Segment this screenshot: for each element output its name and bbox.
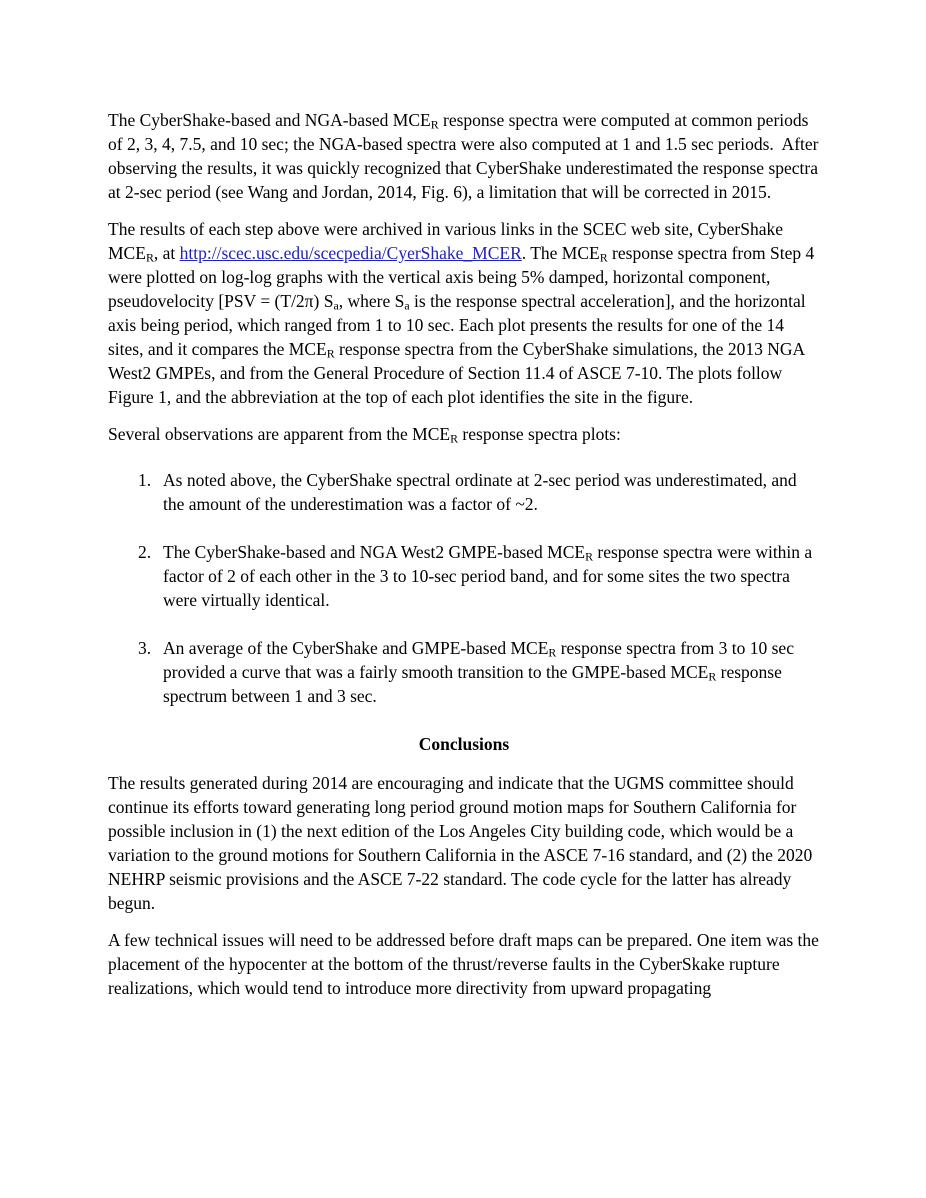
- document-content: [108, 108, 820, 1013]
- list-item-text: As noted above, the CyberShake spectral ordinate at 2-sec period was underestimated, and the amount of the underestimation was a factor of ~2.: [163, 470, 797, 514]
- list-item-text: An average of the CyberShake and GMPE-based $MCE_R$ response spectra from 3 to 10 sec provided a curve that was a fairly smooth transition to the GMPE-based $MCE_R$ response spectrum between 1 and 3 sec.: [163, 638, 794, 706]
- list-item: [108, 636, 820, 708]
- conclusions-heading: Conclusions: [418, 734, 510, 754]
- subscript: R: [145, 250, 154, 265]
- subscript: a: [333, 298, 339, 313]
- list-item-number: 3.: [138, 638, 152, 658]
- subscript: R: [430, 117, 439, 132]
- list-item: [108, 468, 820, 516]
- subscript: R: [708, 669, 717, 684]
- list-item-text: The CyberShake-based and NGA West2 GMPE-based $MCE_R$ response spectra were within a factor of 2 of each other in the 3 to 10-sec period band, and for some sites the two spectra were virtually identical.: [163, 542, 813, 610]
- paragraph-observations-intro: Several observations are apparent from the $MCE_R$ response spectra plots:: [108, 424, 621, 446]
- subscript: R: [585, 549, 594, 564]
- paragraph-conclusions-1: The results generated during 2014 are encouraging and indicate that the UGMS committee should continue its efforts toward generating long period ground motion maps for Southern California for possible inclusion in (1) the next edition of the Los Angeles City building code, which would be a variation to the ground motions for Southern California in the ASCE 7-16 standard, and (2) the 2020 NEHRP seismic provisions and the ASCE 7-22 standard. The code cycle for the latter has already begun.: [108, 773, 813, 913]
- paragraph-results-archived: The results of each step above were archived in various links in the SCEC web site, CyberShake $MCE_R$, at http://scec.usc.edu/scecpedia/CyerShake_MCER. The $MCE_R$ response spectra from Step 4 were plotted on log-log graphs with the vertical axis being 5% damped, horizontal component, pseudovelocity [PSV = (T/2π) $S_a$, where $S_a$ is the response spectral acceleration], and the horizontal axis being period, which ranged from 1 to 10 sec. Each plot presents the results for one of the 14 sites, and it compares the $MCE_R$ response spectra from the CyberShake simulations, the 2013 NGA West2 GMPEs, and from the General Procedure of Section 11.4 of ASCE 7-10. The plots follow Figure 1, and the abbreviation at the top of each plot identifies the site in the figure.: [108, 219, 815, 407]
- hyperlink-cybershake-mcer[interactable]: http://scec.usc.edu/scecpedia/CyerShake_MCER: [179, 243, 522, 263]
- observations-list: [108, 468, 820, 708]
- subscript: R: [450, 431, 459, 446]
- subscript: R: [599, 250, 608, 265]
- paragraph-conclusions-2: A few technical issues will need to be addressed before draft maps can be prepared. One item was the placement of the hypocenter at the bottom of the thrust/reverse faults in the CyberSkake rupture realizations, which would tend to introduce more directivity from upward propagating: [108, 930, 819, 998]
- subscript: a: [404, 298, 410, 313]
- subscript: R: [326, 346, 335, 361]
- paragraph-spectra-computed: The CyberShake-based and NGA-based $MCE_R$ response spectra were computed at common periods of 2, 3, 4, 7.5, and 10 sec; the NGA-based spectra were also computed at 1 and 1.5 sec periods. After observing the results, it was quickly recognized that CyberShake underestimated the response spectra at 2-sec period (see Wang and Jordan, 2014, Fig. 6), a limitation that will be corrected in 2015.: [108, 110, 819, 202]
- list-item-number: 1.: [138, 470, 152, 490]
- list-item: [108, 540, 820, 612]
- subscript: R: [548, 645, 557, 660]
- list-item-number: 2.: [138, 542, 152, 562]
